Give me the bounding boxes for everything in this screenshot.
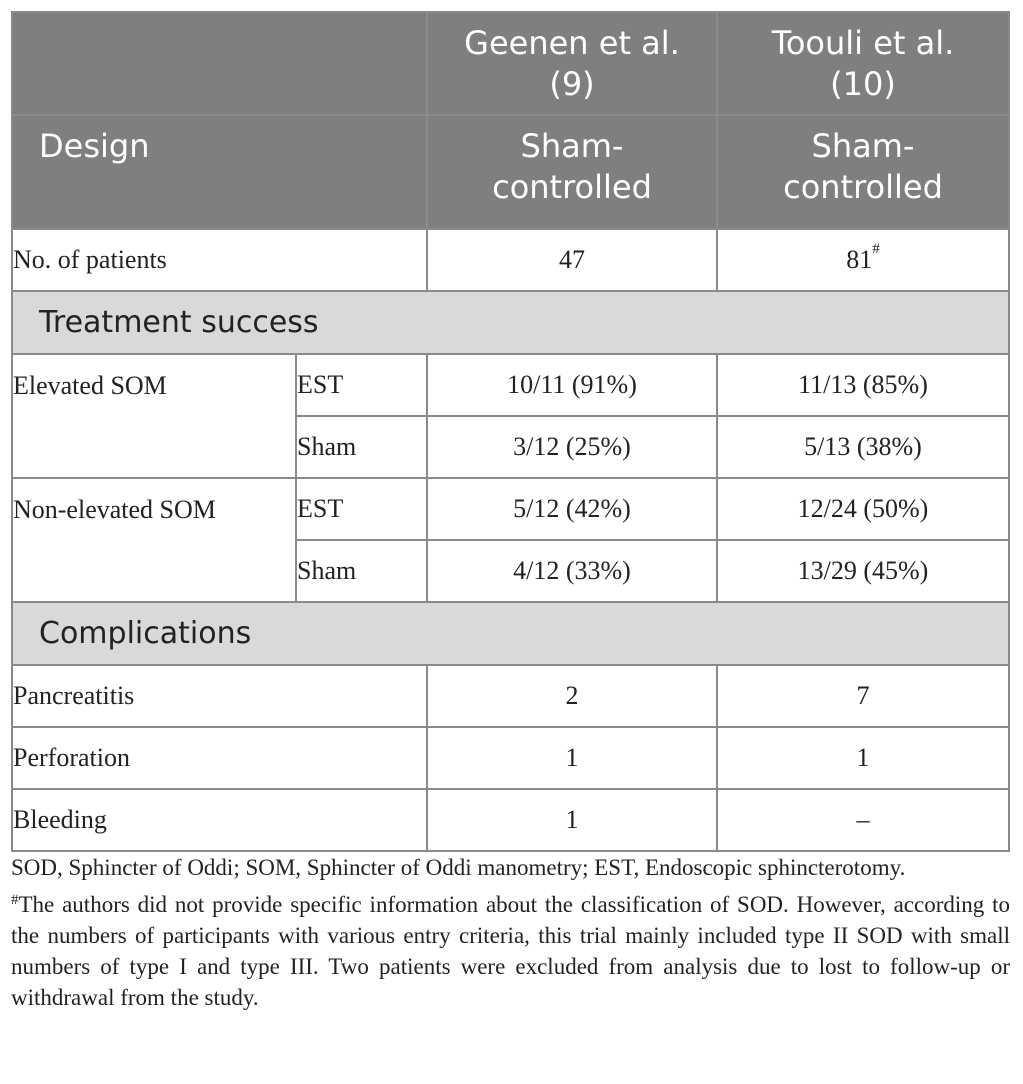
patients-row <box>12 229 1009 291</box>
section-treatment-success-title: Treatment success <box>12 291 1009 354</box>
value-geenen: 10/11 (91%) <box>427 354 717 416</box>
value-toouli: 12/24 (50%) <box>717 478 1009 540</box>
table-header-row <box>12 12 1009 115</box>
table-row <box>12 665 1009 727</box>
group-label-elevated: Elevated SOM <box>12 354 296 478</box>
complication-label: Pancreatitis <box>12 665 427 727</box>
patients-label: No. of patients <box>12 229 427 291</box>
design-row <box>12 115 1009 229</box>
abbreviations-note: SOD, Sphincter of Oddi; SOM, Sphincter of Oddi manometry; EST, Endoscopic sphincterotomy. <box>11 855 906 880</box>
patients-toouli <box>717 229 1009 291</box>
value-geenen: 5/12 (42%) <box>427 478 717 540</box>
comparison-table <box>11 11 1010 852</box>
value-toouli: 13/29 (45%) <box>717 540 1009 602</box>
table-row <box>12 789 1009 851</box>
table-row <box>12 354 1009 416</box>
header-geenen <box>427 12 717 115</box>
header-geenen-name: Geenen et al. <box>464 23 680 62</box>
value-toouli: – <box>717 789 1009 851</box>
value-geenen: 3/12 (25%) <box>427 416 717 478</box>
value-toouli: 7 <box>717 665 1009 727</box>
header-toouli <box>717 12 1009 115</box>
arm-label: EST <box>296 478 427 540</box>
design-toouli-line2: controlled <box>783 168 943 206</box>
value-toouli: 11/13 (85%) <box>717 354 1009 416</box>
complication-label: Perforation <box>12 727 427 789</box>
header-toouli-ref: (10) <box>830 64 896 103</box>
table-footnotes <box>11 852 1010 1013</box>
section-treatment-success <box>12 291 1009 354</box>
design-toouli <box>717 115 1009 229</box>
design-geenen-line2: controlled <box>492 168 652 206</box>
patients-toouli-value: 81 <box>846 245 873 274</box>
header-geenen-ref: (9) <box>549 64 595 103</box>
arm-label: EST <box>296 354 427 416</box>
value-toouli: 1 <box>717 727 1009 789</box>
header-toouli-name: Toouli et al. <box>771 23 955 62</box>
value-geenen: 2 <box>427 665 717 727</box>
arm-label: Sham <box>296 540 427 602</box>
design-geenen <box>427 115 717 229</box>
design-toouli-line1: Sham- <box>811 127 915 165</box>
classification-note <box>11 889 1010 1013</box>
table-row <box>12 478 1009 540</box>
value-toouli: 5/13 (38%) <box>717 416 1009 478</box>
section-complications <box>12 602 1009 665</box>
section-complications-title: Complications <box>12 602 1009 665</box>
design-label: Design <box>12 115 427 229</box>
arm-label: Sham <box>296 416 427 478</box>
patients-toouli-footnote-mark: # <box>872 241 880 257</box>
value-geenen: 1 <box>427 727 717 789</box>
design-geenen-line1: Sham- <box>520 127 624 165</box>
classification-note-text: The authors did not provide specific information about the classification of SOD. However, according to the numbers of participants with various entry criteria, this trial mainly included type II SOD with small numbers of type I and type III. Two patients were excluded from analysis due to lost to follow-up or withdrawal from the study. <box>11 892 1010 1010</box>
value-geenen: 1 <box>427 789 717 851</box>
value-geenen: 4/12 (33%) <box>427 540 717 602</box>
footnote-mark: # <box>11 892 19 908</box>
header-corner-cell <box>12 12 427 115</box>
table-row <box>12 727 1009 789</box>
patients-geenen: 47 <box>427 229 717 291</box>
group-label-non-elevated: Non-elevated SOM <box>12 478 296 602</box>
complication-label: Bleeding <box>12 789 427 851</box>
